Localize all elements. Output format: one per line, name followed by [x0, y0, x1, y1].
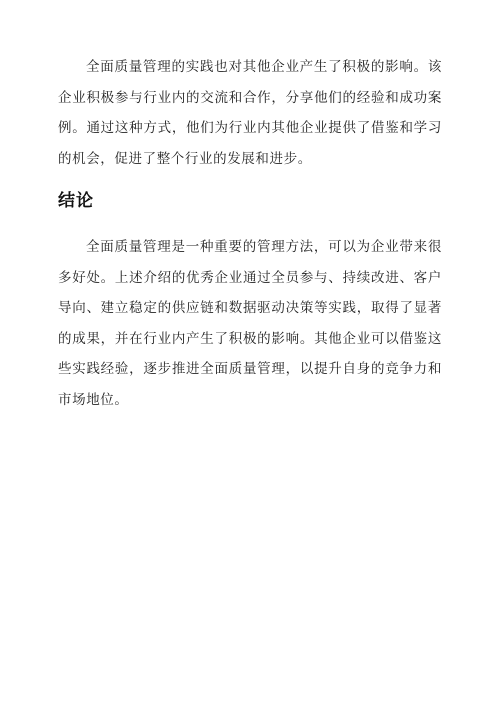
section-heading-conclusion: 结论 [58, 191, 94, 211]
paragraph-influence: 全面质量管理的实践也对其他企业产生了积极的影响。该企业积极参与行业内的交流和合作，分享他们的经验和成功案例。通过这种方式，他们为行业内其他企业提供了借鉴和学习的机会，促进了整个行业的发展和进步。 [58, 59, 442, 167]
paragraph-conclusion: 全面质量管理是一种重要的管理方法，可以为企业带来很多好处。上述介绍的优秀企业通过全员参与、持续改进、客户导向、建立稳定的供应链和数据驱动决策等实践，取得了显著的成果，并在行业内产生了积极的影响。其他企业可以借鉴这些实践经验，逐步推进全面质量管理，以提升自身的竞争力和市场地位。 [58, 239, 442, 408]
